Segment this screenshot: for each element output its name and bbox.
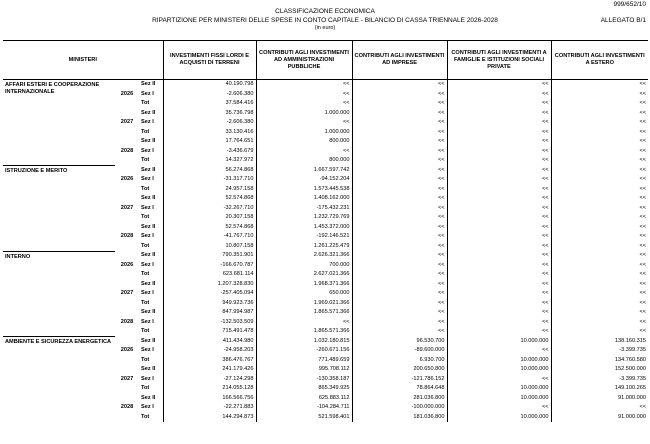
table-row xyxy=(3,251,648,261)
contributi-estero-cell: << xyxy=(639,252,647,258)
contributi-famiglie-cell: << xyxy=(447,251,551,261)
section-cell: Sez II xyxy=(139,280,163,290)
contributi-imprese-cell: << xyxy=(352,175,447,185)
contributi-estero-cell: << xyxy=(639,214,647,220)
contributi-famiglie-cell: << xyxy=(447,346,551,356)
contributi-estero-cell: << xyxy=(639,404,647,410)
investimenti-fissi-cell: -31.317.710 xyxy=(163,175,256,185)
classification-title: CLASSIFICAZIONE ECONOMICA xyxy=(275,8,375,15)
investimenti-fissi-cell: -2.606.380 xyxy=(163,118,256,128)
contributi-amministrazioni-cell: 1.969.021.366 xyxy=(256,299,352,309)
investimenti-fissi-cell: -41.767.710 xyxy=(163,232,256,242)
investimenti-fissi-cell: 33.130.416 xyxy=(163,128,256,138)
year-cell xyxy=(115,280,139,290)
year-cell xyxy=(115,356,139,366)
contributi-famiglie-cell: << xyxy=(447,109,551,119)
section-cell: Sez I xyxy=(139,375,163,385)
contributi-amministrazioni-cell: 800.000 xyxy=(256,156,352,166)
contributi-imprese-cell: << xyxy=(352,261,447,271)
table-row xyxy=(3,337,648,347)
contributi-famiglie-cell: << xyxy=(447,232,551,242)
year-cell: 2026 xyxy=(120,176,134,182)
section-cell: Tot xyxy=(139,242,163,252)
contributi-amministrazioni-cell: 521.598.401 xyxy=(256,413,352,423)
contributi-amministrazioni-cell: 1.000.000 xyxy=(256,128,352,138)
contributi-estero-cell: << xyxy=(639,261,647,268)
contributi-famiglie-cell: 10.000.000 xyxy=(447,384,551,394)
contributi-estero-cell: << xyxy=(639,100,647,106)
section-cell: Tot xyxy=(139,185,163,195)
table-row xyxy=(3,166,648,176)
contributi-amministrazioni-cell: 1.573.445.538 xyxy=(256,185,352,195)
year-cell xyxy=(115,299,139,309)
year-cell xyxy=(115,327,139,337)
investimenti-fissi-cell: 52.574.868 xyxy=(163,194,256,204)
contributi-estero-cell: << xyxy=(639,157,647,163)
contributi-imprese-cell: << xyxy=(352,109,447,119)
contributi-amministrazioni-cell: 1.667.597.742 xyxy=(256,166,352,176)
contributi-imprese-cell: << xyxy=(352,128,447,138)
investimenti-fissi-cell: 411.434.980 xyxy=(163,337,256,347)
contributi-estero-cell: -3.399.735 xyxy=(619,347,647,353)
contributi-estero-cell: << xyxy=(639,195,647,201)
section-cell: Sez I xyxy=(139,147,163,157)
contributi-famiglie-cell: << xyxy=(447,289,551,299)
investimenti-fissi-cell: 24.957.158 xyxy=(163,185,256,195)
contributi-imprese-cell: 6.930.700 xyxy=(352,356,447,366)
contributi-imprese-cell: -100.000.000 xyxy=(352,403,447,413)
col-header-ministeri: MINISTERI xyxy=(3,41,163,80)
contributi-amministrazioni-cell: 1.865.571.366 xyxy=(256,308,352,318)
contributi-famiglie-cell: << xyxy=(447,204,551,214)
year-cell xyxy=(115,394,139,404)
year-cell xyxy=(115,156,139,166)
contributi-imprese-cell: << xyxy=(352,242,447,252)
investimenti-fissi-cell: -166.670.787 xyxy=(163,261,256,271)
table-body xyxy=(3,80,648,423)
contributi-estero-cell: << xyxy=(639,271,647,277)
allegato-label: ALLEGATO B/1 xyxy=(600,17,646,24)
contributi-estero-cell: << xyxy=(639,223,647,230)
contributi-imprese-cell: << xyxy=(352,99,447,109)
year-cell xyxy=(115,242,139,252)
contributi-amministrazioni-cell: -260.671.156 xyxy=(256,346,352,356)
contributi-famiglie-cell: << xyxy=(447,99,551,109)
contributi-imprese-cell: -89.600.000 xyxy=(352,346,447,356)
year-cell: 2027 xyxy=(120,375,134,382)
investimenti-fissi-cell: 20.307.158 xyxy=(163,213,256,223)
ministero-name: AFFARI ESTERI E COOPERAZIONE INTERNAZIONALE xyxy=(3,80,115,166)
contributi-imprese-cell: 96.530.700 xyxy=(352,337,447,347)
investimenti-fissi-cell: 35.736.798 xyxy=(163,109,256,119)
investimenti-fissi-cell: -27.124.298 xyxy=(163,375,256,385)
section-cell: Sez I xyxy=(139,318,163,328)
year-cell xyxy=(115,128,139,138)
contributi-estero-cell: 138.160.315 xyxy=(614,337,647,344)
contributi-famiglie-cell: << xyxy=(447,242,551,252)
investimenti-fissi-cell: 56.274.868 xyxy=(163,166,256,176)
section-cell: Tot xyxy=(139,213,163,223)
contributi-famiglie-cell: << xyxy=(447,261,551,271)
section-cell: Sez II xyxy=(139,365,163,375)
contributi-famiglie-cell: << xyxy=(447,194,551,204)
investimenti-fissi-cell: 790.351.901 xyxy=(163,251,256,261)
contributi-famiglie-cell: << xyxy=(447,128,551,138)
contributi-imprese-cell: << xyxy=(352,147,447,157)
investimenti-fissi-cell: -132.503.509 xyxy=(163,318,256,328)
section-cell: Sez II xyxy=(139,308,163,318)
contributi-amministrazioni-cell: -94.152.204 xyxy=(256,175,352,185)
contributi-estero-cell: 91.000.000 xyxy=(618,394,647,401)
investimenti-fissi-cell: 386.476.767 xyxy=(163,356,256,366)
contributi-amministrazioni-cell: 1.968.371.366 xyxy=(256,280,352,290)
contributi-imprese-cell: << xyxy=(352,80,447,90)
year-cell: 2028 xyxy=(120,404,134,410)
year-cell: 2028 xyxy=(120,233,134,239)
contributi-famiglie-cell: << xyxy=(447,175,551,185)
contributi-amministrazioni-cell: 771.489.659 xyxy=(256,356,352,366)
contributi-estero-cell: << xyxy=(639,290,647,296)
section-cell: Tot xyxy=(139,413,163,423)
year-cell: 2027 xyxy=(120,204,134,211)
contributi-estero-cell: << xyxy=(639,309,647,315)
contributi-estero-cell: 134.760.580 xyxy=(614,356,647,363)
contributi-estero-cell: 91.000.000 xyxy=(618,413,647,420)
year-cell: 2026 xyxy=(120,261,134,268)
contributi-amministrazioni-cell: << xyxy=(256,118,352,128)
year-cell xyxy=(115,137,139,147)
col-header-investimenti-fissi: INVESTIMENTI FISSI LORDI E ACQUISTI DI TERRENI xyxy=(163,41,256,80)
section-cell: Sez I xyxy=(139,346,163,356)
contributi-estero-cell: << xyxy=(639,204,647,211)
contributi-imprese-cell: << xyxy=(352,308,447,318)
contributi-imprese-cell: << xyxy=(352,90,447,100)
contributi-amministrazioni-cell: << xyxy=(256,90,352,100)
contributi-famiglie-cell: << xyxy=(447,118,551,128)
section-cell: Sez I xyxy=(139,289,163,299)
year-cell xyxy=(115,384,139,394)
contributi-amministrazioni-cell: -192.146.521 xyxy=(256,232,352,242)
contributi-estero-cell: << xyxy=(639,147,647,154)
contributi-estero-cell: << xyxy=(639,166,647,173)
contributi-amministrazioni-cell: 2.626.321.366 xyxy=(256,251,352,261)
section-cell: Tot xyxy=(139,128,163,138)
contributi-estero-cell: << xyxy=(639,176,647,182)
contributi-famiglie-cell: << xyxy=(447,166,551,176)
section-cell: Tot xyxy=(139,299,163,309)
year-cell xyxy=(115,413,139,423)
contributi-amministrazioni-cell: << xyxy=(256,318,352,328)
report-title: RIPARTIZIONE PER MINISTERI DELLE SPESE IN CONTO CAPITALE - BILANCIO DI CASSA TRIENNALE 2026-2028 xyxy=(152,17,498,24)
contributi-estero-cell: -3.399.735 xyxy=(619,375,647,382)
contributi-famiglie-cell: << xyxy=(447,375,551,385)
contributi-amministrazioni-cell: << xyxy=(256,99,352,109)
contributi-amministrazioni-cell: 625.883.112 xyxy=(256,394,352,404)
contributi-amministrazioni-cell: 995.708.112 xyxy=(256,365,352,375)
contributi-famiglie-cell: << xyxy=(447,403,551,413)
contributi-imprese-cell: 78.864.648 xyxy=(352,384,447,394)
section-cell: Sez I xyxy=(139,175,163,185)
section-cell: Sez II xyxy=(139,109,163,119)
contributi-estero-cell: << xyxy=(639,185,647,192)
contributi-imprese-cell: 200.650.800 xyxy=(352,365,447,375)
contributi-imprese-cell: << xyxy=(352,185,447,195)
contributi-imprese-cell: << xyxy=(352,251,447,261)
section-cell: Sez II xyxy=(139,80,163,90)
year-cell xyxy=(115,270,139,280)
section-cell: Sez I xyxy=(139,232,163,242)
section-cell: Sez II xyxy=(139,394,163,404)
year-cell xyxy=(115,223,139,233)
contributi-estero-cell: << xyxy=(639,242,647,249)
contributi-imprese-cell: << xyxy=(352,232,447,242)
section-cell: Tot xyxy=(139,156,163,166)
section-cell: Sez I xyxy=(139,118,163,128)
year-cell: 2027 xyxy=(120,119,134,125)
table-header-row xyxy=(3,41,648,80)
unit-note: (in euro) xyxy=(314,25,336,31)
investimenti-fissi-cell: 214.055.128 xyxy=(163,384,256,394)
contributi-imprese-cell: << xyxy=(352,156,447,166)
contributi-amministrazioni-cell: -175.432.231 xyxy=(256,204,352,214)
year-cell xyxy=(115,166,139,176)
year-cell: 2026 xyxy=(120,347,134,353)
year-cell: 2027 xyxy=(120,290,134,296)
contributi-famiglie-cell: << xyxy=(447,327,551,337)
contributi-estero-cell: << xyxy=(639,109,647,116)
contributi-famiglie-cell: 10.000.000 xyxy=(447,394,551,404)
year-cell xyxy=(115,194,139,204)
contributi-imprese-cell: << xyxy=(352,213,447,223)
contributi-estero-cell: << xyxy=(639,280,647,287)
col-header-contributi-famiglie: CONTRIBUTI AGLI INVESTIMENTI A FAMIGLIE E ISTITUZIONI SOCIALI PRIVATE xyxy=(447,41,551,80)
contributi-amministrazioni-cell: 1.032.180.815 xyxy=(256,337,352,347)
contributi-famiglie-cell: << xyxy=(447,90,551,100)
ministero-name: AMBIENTE E SICUREZZA ENERGETICA xyxy=(3,337,115,423)
section-cell: Sez I xyxy=(139,90,163,100)
investimenti-fissi-cell: 847.994.987 xyxy=(163,308,256,318)
contributi-famiglie-cell: << xyxy=(447,270,551,280)
investimenti-fissi-cell: 144.294.873 xyxy=(163,413,256,423)
year-cell xyxy=(115,365,139,375)
contributi-famiglie-cell: 10.000.000 xyxy=(447,413,551,423)
contributi-amministrazioni-cell: 800.000 xyxy=(256,137,352,147)
investimenti-fissi-cell: 166.566.756 xyxy=(163,394,256,404)
contributi-famiglie-cell: 10.000.000 xyxy=(447,365,551,375)
investimenti-fissi-cell: 949.923.736 xyxy=(163,299,256,309)
investimenti-fissi-cell: 1.207.328.830 xyxy=(163,280,256,290)
section-cell: Tot xyxy=(139,384,163,394)
investimenti-fissi-cell: -22.271.883 xyxy=(163,403,256,413)
investimenti-fissi-cell: 52.574.868 xyxy=(163,223,256,233)
contributi-famiglie-cell: 10.000.000 xyxy=(447,337,551,347)
contributi-famiglie-cell: << xyxy=(447,80,551,90)
document-id: 999/652/10 xyxy=(613,1,646,8)
year-cell xyxy=(115,80,139,90)
investimenti-fissi-cell: -24.958.203 xyxy=(163,346,256,356)
section-cell: Tot xyxy=(139,327,163,337)
section-cell: Sez I xyxy=(139,204,163,214)
year-cell xyxy=(115,185,139,195)
investimenti-fissi-cell: -257.405.094 xyxy=(163,289,256,299)
col-header-contributi-estero: CONTRIBUTI AGLI INVESTIMENTI A ESTERO xyxy=(551,41,648,80)
contributi-amministrazioni-cell: << xyxy=(256,80,352,90)
contributi-estero-cell: << xyxy=(639,90,647,97)
contributi-estero-cell: << xyxy=(639,119,647,125)
section-cell: Tot xyxy=(139,270,163,280)
contributi-imprese-cell: << xyxy=(352,289,447,299)
contributi-imprese-cell: << xyxy=(352,327,447,337)
contributi-imprese-cell: << xyxy=(352,299,447,309)
investimenti-fissi-cell: -32.267.710 xyxy=(163,204,256,214)
contributi-imprese-cell: << xyxy=(352,223,447,233)
year-cell xyxy=(115,308,139,318)
section-cell: Tot xyxy=(139,356,163,366)
contributi-estero-cell: 152.500.000 xyxy=(614,366,647,372)
contributi-estero-cell: << xyxy=(639,81,647,87)
contributi-imprese-cell: << xyxy=(352,204,447,214)
section-cell: Sez I xyxy=(139,403,163,413)
col-header-contributi-imprese: CONTRIBUTI AGLI INVESTIMENTI AD IMPRESE xyxy=(352,41,447,80)
contributi-famiglie-cell: << xyxy=(447,223,551,233)
col-header-contributi-amministrazioni: CONTRIBUTI AGLI INVESTIMENTI AD AMMINISTRAZIONI PUBBLICHE xyxy=(256,41,352,80)
contributi-amministrazioni-cell: 650.000 xyxy=(256,289,352,299)
year-cell xyxy=(115,99,139,109)
contributi-famiglie-cell: << xyxy=(447,299,551,309)
contributi-amministrazioni-cell: 1.261.225.479 xyxy=(256,242,352,252)
year-cell: 2028 xyxy=(120,147,134,154)
section-cell: Sez II xyxy=(139,194,163,204)
contributi-imprese-cell: << xyxy=(352,137,447,147)
section-cell: Sez II xyxy=(139,337,163,347)
ministero-name: ISTRUZIONE E MERITO xyxy=(3,166,115,252)
table-row xyxy=(3,80,648,90)
ministero-name: INTERNO xyxy=(3,251,115,337)
contributi-famiglie-cell: << xyxy=(447,137,551,147)
contributi-estero-cell: << xyxy=(639,138,647,144)
contributi-estero-cell: << xyxy=(639,299,647,306)
contributi-estero-cell: 149.100.265 xyxy=(614,385,647,391)
investimenti-fissi-cell: 14.327.972 xyxy=(163,156,256,166)
contributi-famiglie-cell: << xyxy=(447,280,551,290)
section-cell: Sez II xyxy=(139,223,163,233)
contributi-imprese-cell: 181.036.800 xyxy=(352,413,447,423)
contributi-estero-cell: << xyxy=(639,128,647,135)
contributi-imprese-cell: << xyxy=(352,118,447,128)
year-cell xyxy=(115,251,139,261)
contributi-amministrazioni-cell: 1.000.000 xyxy=(256,109,352,119)
investimenti-fissi-cell: 241.179.426 xyxy=(163,365,256,375)
contributi-imprese-cell: 281.036.800 xyxy=(352,394,447,404)
year-cell xyxy=(115,109,139,119)
contributi-amministrazioni-cell: 1.453.372.000 xyxy=(256,223,352,233)
contributi-amministrazioni-cell: 1.232.729.769 xyxy=(256,213,352,223)
year-cell: 2028 xyxy=(120,318,134,325)
contributi-imprese-cell: -121.786.152 xyxy=(352,375,447,385)
section-cell: Sez II xyxy=(139,166,163,176)
investimenti-fissi-cell: 715.491.478 xyxy=(163,327,256,337)
investimenti-fissi-cell: 37.584.416 xyxy=(163,99,256,109)
contributi-famiglie-cell: << xyxy=(447,185,551,195)
contributi-famiglie-cell: 10.000.000 xyxy=(447,356,551,366)
contributi-famiglie-cell: << xyxy=(447,318,551,328)
investimenti-fissi-cell: -3.436.679 xyxy=(163,147,256,157)
contributi-famiglie-cell: << xyxy=(447,213,551,223)
contributi-imprese-cell: << xyxy=(352,270,447,280)
budget-table xyxy=(3,40,648,422)
contributi-estero-cell: << xyxy=(639,318,647,325)
investimenti-fissi-cell: 10.807.158 xyxy=(163,242,256,252)
year-cell xyxy=(115,213,139,223)
investimenti-fissi-cell: -2.606.380 xyxy=(163,90,256,100)
contributi-amministrazioni-cell: -104.284.711 xyxy=(256,403,352,413)
contributi-amministrazioni-cell: 2.627.021.366 xyxy=(256,270,352,280)
contributi-amministrazioni-cell: 1.408.162.000 xyxy=(256,194,352,204)
contributi-amministrazioni-cell: 1.865.571.366 xyxy=(256,327,352,337)
contributi-amministrazioni-cell: -130.358.187 xyxy=(256,375,352,385)
contributi-amministrazioni-cell: 865.349.925 xyxy=(256,384,352,394)
contributi-imprese-cell: << xyxy=(352,166,447,176)
section-cell: Sez I xyxy=(139,261,163,271)
contributi-imprese-cell: << xyxy=(352,318,447,328)
investimenti-fissi-cell: 40.190.798 xyxy=(163,80,256,90)
section-cell: Sez II xyxy=(139,251,163,261)
year-cell: 2026 xyxy=(120,90,134,97)
contributi-famiglie-cell: << xyxy=(447,147,551,157)
contributi-famiglie-cell: << xyxy=(447,156,551,166)
contributi-estero-cell: << xyxy=(639,328,647,334)
section-cell: Tot xyxy=(139,99,163,109)
contributi-imprese-cell: << xyxy=(352,194,447,204)
contributi-famiglie-cell: << xyxy=(447,308,551,318)
investimenti-fissi-cell: 17.764.651 xyxy=(163,137,256,147)
contributi-estero-cell: << xyxy=(639,233,647,239)
contributi-imprese-cell: << xyxy=(352,280,447,290)
contributi-amministrazioni-cell: 700.000 xyxy=(256,261,352,271)
year-cell xyxy=(115,337,139,347)
contributi-amministrazioni-cell: << xyxy=(256,147,352,157)
section-cell: Sez II xyxy=(139,137,163,147)
investimenti-fissi-cell: 623.681.114 xyxy=(163,270,256,280)
